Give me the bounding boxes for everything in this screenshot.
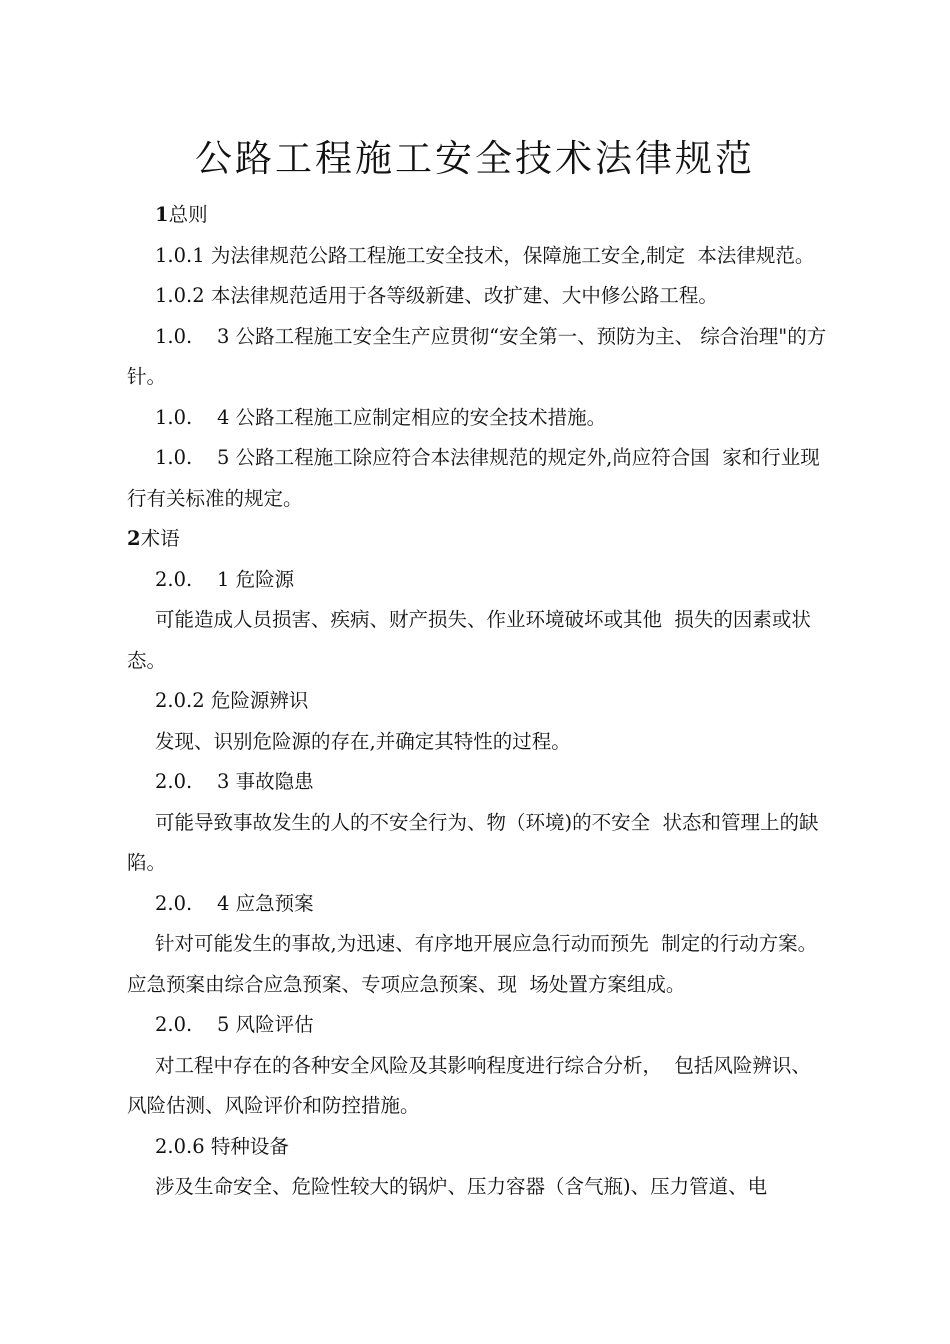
section-heading	[127, 519, 827, 560]
section-number: 1	[155, 203, 169, 226]
clause-paragraph: 1.0. 5 公路工程施工除应符合本法律规范的规定外,尚应符合国 家和行业现行有关标准的规定。	[127, 446, 820, 510]
section-title: 总则	[168, 203, 208, 226]
clause-paragraph: 1.0.2 本法律规范适用于各等级新建、改扩建、大中修公路工程。	[155, 284, 718, 307]
term-heading: 2.0.6 特种设备	[155, 1134, 289, 1158]
document-title: 公路工程施工安全技术法律规范	[195, 137, 755, 180]
document-body	[127, 195, 827, 1208]
term-heading: 2.0. 1 危险源	[155, 567, 295, 591]
section-title: 术语	[140, 527, 180, 550]
section-heading	[127, 195, 827, 236]
term-definition: 发现、识别危险源的存在,并确定其特性的过程。	[155, 729, 571, 753]
section-number: 2	[127, 527, 141, 550]
term-heading: 2.0.2 危险源辨识	[155, 689, 309, 712]
clause-paragraph: 1.0. 4 公路工程施工应制定相应的安全技术措施。	[155, 405, 607, 429]
term-definition: 可能造成人员损害、疾病、财产损失、作业环境破坏或其他 损失的因素或状态。	[127, 608, 811, 672]
term-definition: 针对可能发生的事故,为迅速、有序地开展应急行动而预先 制定的行动方案。应急预案由综合应急预案、专项应急预案、现 场处置方案组成。	[127, 932, 818, 996]
term-definition: 涉及生命安全、危险性较大的锅炉、压力容器（含气瓶)、压力管道、电	[155, 1175, 768, 1198]
term-heading: 2.0. 5 风险评估	[155, 1013, 314, 1036]
term-definition: 对工程中存在的各种安全风险及其影响程度进行综合分析， 包括风险辨识、风险估测、风险评价和防控措施。	[127, 1053, 811, 1117]
clause-paragraph: 1.0.1 为法律规范公路工程施工安全技术，保障施工安全,制定 本法律规范。	[155, 243, 815, 267]
term-definition: 可能导致事故发生的人的不安全行为、物（环境)的不安全 状态和管理上的缺陷。	[127, 810, 819, 874]
term-heading: 2.0. 4 应急预案	[155, 891, 314, 915]
term-heading: 2.0. 3 事故隐患	[155, 770, 314, 793]
clause-paragraph: 1.0. 3 公路工程施工安全生产应贯彻“安全第一、预防为主、 综合治理"的方针。	[127, 324, 827, 388]
